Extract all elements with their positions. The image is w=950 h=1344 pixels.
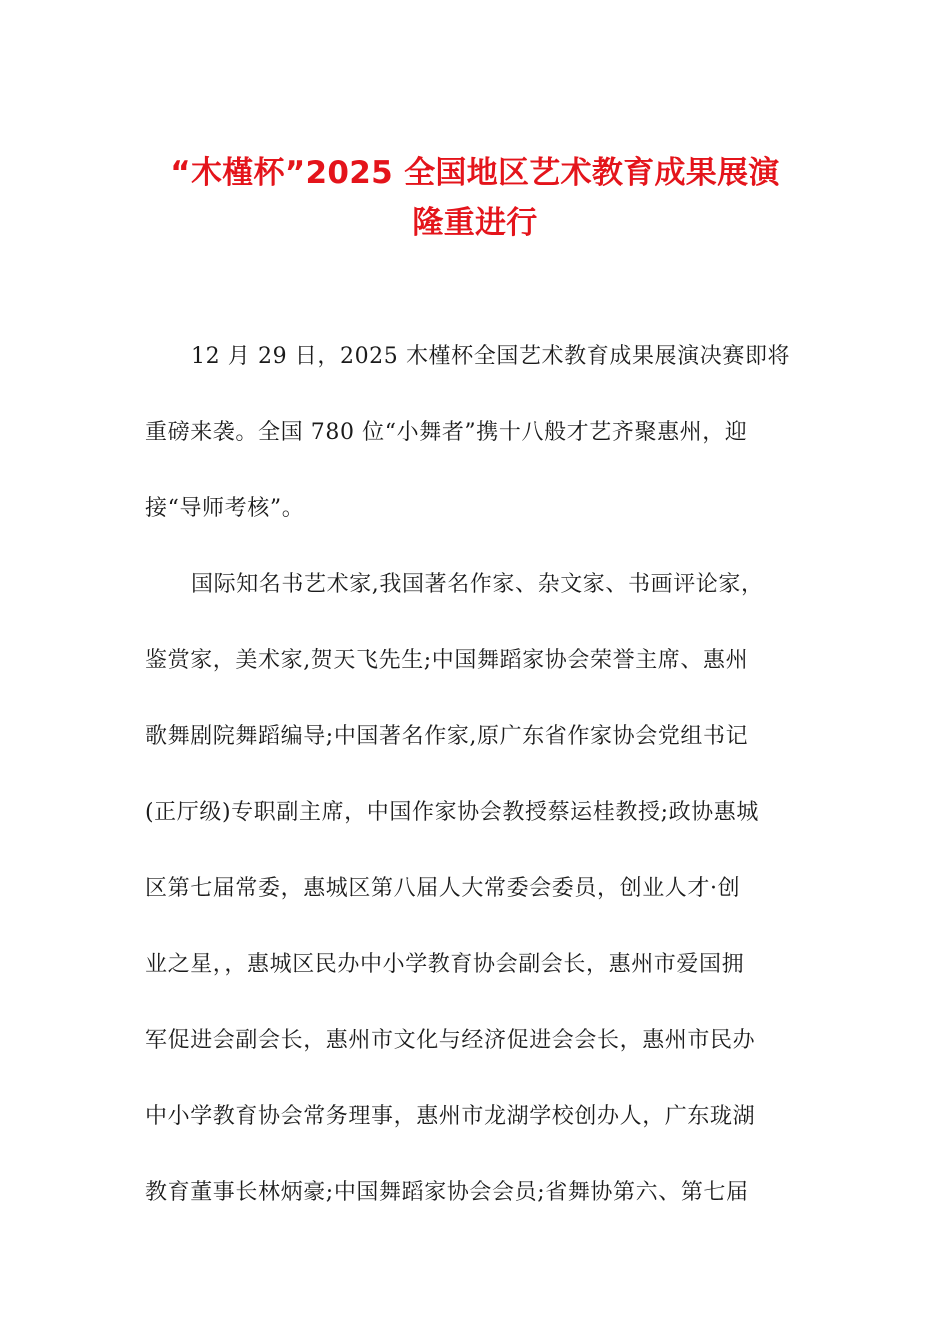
title-line: 隆重进行 bbox=[412, 205, 538, 241]
document-title bbox=[140, 148, 810, 248]
document-body bbox=[145, 319, 805, 1231]
paragraph-line: (正厅级)专职副主席，中国作家协会教授蔡运桂教授;政协惠城 bbox=[145, 800, 759, 825]
paragraph-line: 教育董事长林炳豪;中国舞蹈家协会会员;省舞协第六、第七届 bbox=[145, 1180, 749, 1205]
paragraph-line: 中小学教育协会常务理事，惠州市龙湖学校创办人，广东珑湖 bbox=[145, 1104, 756, 1129]
paragraph-line: 军促进会副会长，惠州市文化与经济促进会会长，惠州市民办 bbox=[145, 1028, 756, 1053]
paragraph-line: 12 月 29 日，2025 木槿杯全国艺术教育成果展演决赛即将 bbox=[191, 344, 791, 369]
paragraph-line: 区第七届常委，惠城区第八届人大常委会委员，创业人才·创 bbox=[145, 876, 741, 901]
paragraph-line: 歌舞剧院舞蹈编导;中国著名作家,原广东省作家协会党组书记 bbox=[145, 724, 749, 749]
paragraph-line: 鉴赏家，美术家,贺天飞先生;中国舞蹈家协会荣誉主席、惠州 bbox=[145, 648, 749, 673]
paragraph-line: 重磅来袭。全国 780 位“小舞者”携十八般才艺齐聚惠州，迎 bbox=[145, 420, 748, 445]
title-line: “木槿杯”2025 全国地区艺术教育成果展演 bbox=[170, 155, 780, 191]
paragraph-line: 国际知名书艺术家,我国著名作家、杂文家、书画评论家， bbox=[191, 572, 764, 597]
paragraph-line: 业之星，，惠城区民办中小学教育协会副会长，惠州市爱国拥 bbox=[145, 952, 745, 977]
paragraph bbox=[145, 319, 805, 547]
paragraph bbox=[145, 547, 805, 1231]
paragraph-line: 接“导师考核”。 bbox=[145, 496, 305, 521]
